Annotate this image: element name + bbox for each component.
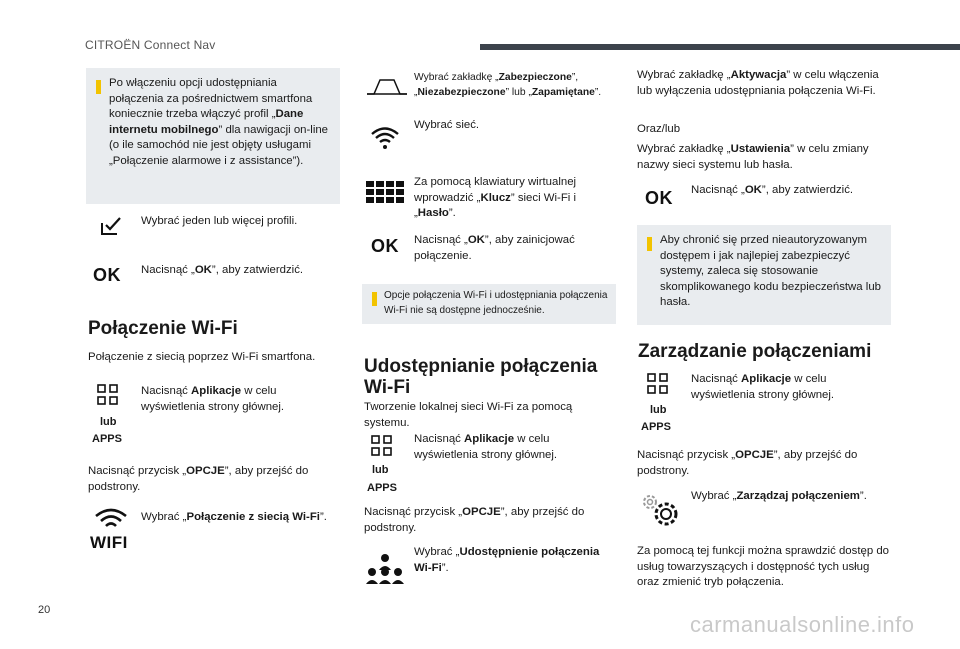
apps-grid-icon [371,435,393,457]
info-text: Aby chronić się przed nieautoryzowanym dostępem i jak najlepiej zabezpieczyć systemy, zaleca się stosowanie skomplikowanego kodu bezpieczeństwa lub hasła. [660,234,881,308]
step-apps: Nacisnąć Aplikacje w celu wyświetlenia strony głównej. [141,385,285,413]
manage-gears-icon [640,492,682,528]
header-bar [480,44,960,50]
wifi-intro: Połączenie z siecią poprzez Wi-Fi smartfona. [88,351,316,363]
or-label: Oraz/lub [637,123,681,135]
step-select-wifi: Wybrać „Połączenie z siecią Wi-Fi”. [141,511,327,523]
apps-grid-icon [97,384,119,406]
step-ok-confirm: Nacisnąć „OK”, aby zatwierdzić. [691,184,854,196]
step-ok-connect: Nacisnąć „OK”, aby zainicjować połączenie. [414,234,575,262]
info-text: Po włączeniu opcji udostępniania połączenia za pośrednictwem smartfona koniecznie trzeba włączyć profil „Dane internetu mobilnego” dla nawigacji on-line (o ile samochód nie jest objęty usługami „Połączenie alarmowe i z assistance”). [109,77,329,167]
step-activation: Wybrać zakładkę „Aktywacja” w celu włączenia lub wyłączenia udostępniania połączenia Wi-Fi. [637,69,879,97]
apps-label: APPS [367,482,397,494]
ok-icon: OK [645,188,673,208]
step-select-network: Wybrać sieć. [414,119,480,131]
info-icon [647,237,652,251]
section-heading-wifi: Połączenie Wi-Fi [88,318,238,339]
wifi-signal-icon [93,508,129,532]
step-apps: Nacisnąć Aplikacje w celu wyświetlenia strony głównej. [414,433,558,461]
running-header: CITROËN Connect Nav [85,38,216,52]
hotspot-intro: Tworzenie lokalnej sieci Wi-Fi za pomocą systemu. [364,401,573,429]
section-heading-manage: Zarządzanie połączeniami [638,341,872,362]
share-users-icon [366,552,404,586]
ok-icon: OK [371,236,399,256]
info-box-mobile-data [86,68,340,204]
step-manage: Wybrać „Zarządzaj połączeniem”. [691,490,867,502]
apps-label: APPS [92,433,122,445]
closing-text: Za pomocą tej funkcji można sprawdzić dostęp do usług towarzyszących i dostępność tych usług oraz zmienić tryb połączenia. [637,545,889,588]
apps-label: APPS [641,421,671,433]
checkbox-icon [100,215,124,237]
note-text: Opcje połączenia Wi-Fi i udostępniania połączenia Wi-Fi nie są dostępne jednocześnie. [384,290,608,316]
ok-icon: OK [93,265,121,285]
step-options: Nacisnąć przycisk „OPCJE”, aby przejść do podstrony. [88,465,309,493]
lub-label: lub [650,404,667,416]
step-apps: Nacisnąć Aplikacje w celu wyświetlenia strony głównej. [691,373,835,401]
step-ok-confirm: Nacisnąć „OK”, aby zatwierdzić. [141,264,304,276]
step-settings: Wybrać zakładkę „Ustawienia” w celu zmiany nazwy sieci systemu lub hasła. [637,143,869,171]
apps-grid-icon [647,373,669,395]
step-enter-key: Za pomocą klawiatury wirtualnej wprowadzić „Klucz” sieci Wi-Fi i „Hasło”. [414,176,577,219]
step-select-tab: Wybrać zakładkę „Zabezpieczone”, „Niezabezpieczone” lub „Zapamiętane”. [414,72,602,98]
wifi-network-icon [370,124,400,150]
info-box-security [637,225,891,325]
info-icon [96,80,101,94]
step-options: Nacisnąć przycisk „OPCJE”, aby przejść do podstrony. [364,506,585,534]
page-number: 20 [38,604,51,616]
info-icon [372,292,377,306]
keyboard-icon [366,181,404,209]
info-box-note [362,284,616,324]
tabs-icon [366,74,408,96]
step-select-profiles: Wybrać jeden lub więcej profili. [141,215,298,227]
step-options: Nacisnąć przycisk „OPCJE”, aby przejść do podstrony. [637,449,858,477]
lub-label: lub [100,416,117,428]
wifi-label: WIFI [90,533,128,552]
step-select-share: Wybrać „Udostępnienie połączenia Wi-Fi”. [414,546,600,574]
lub-label: lub [372,464,389,476]
watermark: carmanualsonline.info [690,612,915,637]
section-heading-hotspot: Udostępnianie połączenia Wi-Fi [364,356,598,398]
